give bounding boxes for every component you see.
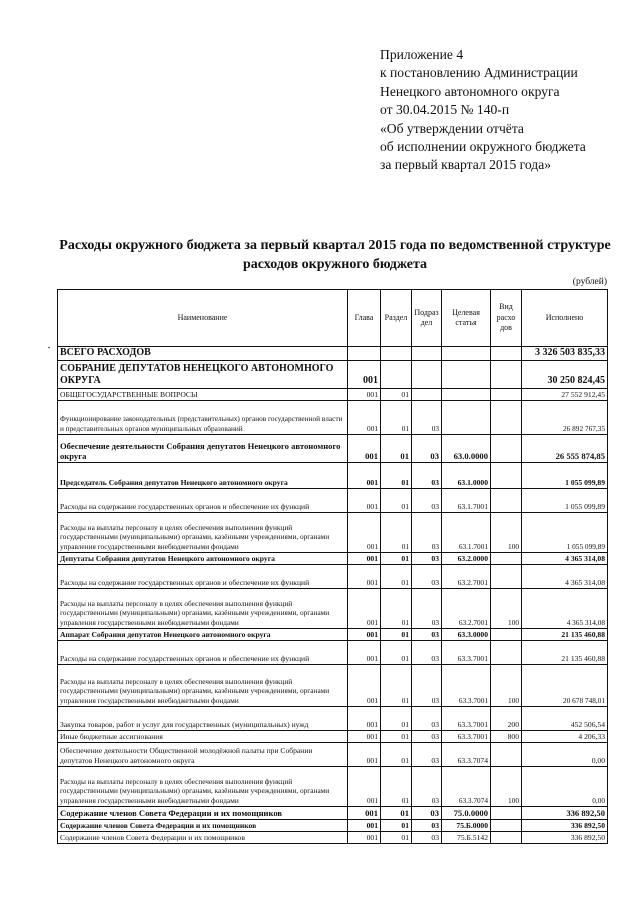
- cell-celevaya: 63.2.0000: [442, 552, 491, 564]
- cell-glava: 001: [348, 552, 381, 564]
- cell-podrazdel: 03: [412, 462, 442, 488]
- cell-celevaya: [442, 388, 491, 400]
- cell-name: Расходы на выплаты персоналу в целях обеспечения выполнения функций государственными (муниципальными) органами, казёнными учреждениями, органами управления государственными внебюджетными фондами: [58, 766, 348, 806]
- table-row: [58, 347, 608, 361]
- cell-glava: 001: [348, 628, 381, 640]
- cell-vid: [491, 488, 522, 512]
- cell-ispolneno: 336 892,50: [522, 806, 608, 819]
- cell-vid: 100: [491, 512, 522, 552]
- cell-vid: [491, 462, 522, 488]
- scan-artifact: [48, 347, 50, 348]
- title-line-2: расходов окружного бюджета: [242, 257, 428, 272]
- cell-name: СОБРАНИЕ ДЕПУТАТОВ НЕНЕЦКОГО АВТОНОМНОГО ОКРУГА: [58, 360, 348, 388]
- cell-ispolneno: 0,00: [522, 766, 608, 806]
- cell-glava: 001: [348, 564, 381, 588]
- cell-ispolneno: 27 552 912,45: [522, 388, 608, 400]
- header-razdel: Раздел: [381, 290, 412, 347]
- cell-razdel: 01: [381, 640, 412, 664]
- table-row: [58, 462, 608, 488]
- cell-podrazdel: 03: [412, 766, 442, 806]
- cell-razdel: 01: [381, 488, 412, 512]
- table-header-row: [58, 290, 608, 347]
- cell-ispolneno: 1 055 099,89: [522, 462, 608, 488]
- cell-vid: [491, 628, 522, 640]
- cell-name: Депутаты Собрания депутатов Ненецкого автономного округа: [58, 552, 348, 564]
- budget-table: [57, 289, 608, 844]
- cell-vid: [491, 360, 522, 388]
- cell-ispolneno: 336 892,50: [522, 831, 608, 843]
- cell-name: Обеспечение деятельности Общественной молодёжной палаты при Собрании депутатов Ненецкого автономного округа: [58, 742, 348, 766]
- cell-glava: 001: [348, 806, 381, 819]
- title-line-1: Расходы окружного бюджета за первый квартал 2015 года по ведомственной структуре: [59, 238, 611, 253]
- cell-razdel: 01: [381, 588, 412, 628]
- cell-celevaya: 75.0.0000: [442, 806, 491, 819]
- cell-ispolneno: 0,00: [522, 742, 608, 766]
- cell-podrazdel: 03: [412, 806, 442, 819]
- cell-name: ОБЩЕГОСУДАРСТВЕННЫЕ ВОПРОСЫ: [58, 388, 348, 400]
- cell-podrazdel: 03: [412, 400, 442, 434]
- table-row: [58, 488, 608, 512]
- header-vid: Вид расхо дов: [491, 290, 522, 347]
- cell-ispolneno: 30 250 824,45: [522, 360, 608, 388]
- cell-name: ВСЕГО РАСХОДОВ: [58, 347, 348, 361]
- cell-celevaya: 63.3.7074: [442, 766, 491, 806]
- cell-name: Содержание членов Совета Федерации и их помощников: [58, 806, 348, 819]
- cell-vid: [491, 400, 522, 434]
- table-row: [58, 831, 608, 843]
- cell-celevaya: 63.3.0000: [442, 628, 491, 640]
- cell-name: Расходы на содержание государственных органов и обеспечение их функций: [58, 564, 348, 588]
- cell-name: Расходы на содержание государственных органов и обеспечение их функций: [58, 488, 348, 512]
- cell-celevaya: 63.0.0000: [442, 434, 491, 462]
- cell-podrazdel: 03: [412, 640, 442, 664]
- table-row: [58, 588, 608, 628]
- appendix-line: за первый квартал 2015 года»: [380, 157, 552, 173]
- cell-name: Аппарат Собрания депутатов Ненецкого автономного округа: [58, 628, 348, 640]
- cell-podrazdel: 03: [412, 831, 442, 843]
- cell-vid: [491, 434, 522, 462]
- cell-name: Закупка товаров, работ и услуг для государственных (муниципальных) нужд: [58, 706, 348, 730]
- cell-vid: [491, 806, 522, 819]
- cell-glava: 001: [348, 819, 381, 831]
- cell-name: Иные бюджетные ассигнования: [58, 730, 348, 742]
- cell-ispolneno: 1 055 099,89: [522, 488, 608, 512]
- cell-ispolneno: 3 326 503 835,33: [522, 347, 608, 361]
- cell-vid: 200: [491, 706, 522, 730]
- cell-ispolneno: 4 206,33: [522, 730, 608, 742]
- cell-glava: 001: [348, 706, 381, 730]
- table-row: [58, 552, 608, 564]
- cell-vid: 100: [491, 664, 522, 706]
- table-row: [58, 819, 608, 831]
- cell-podrazdel: 03: [412, 512, 442, 552]
- cell-podrazdel: [412, 388, 442, 400]
- cell-podrazdel: 03: [412, 664, 442, 706]
- cell-vid: [491, 640, 522, 664]
- cell-glava: [348, 347, 381, 361]
- cell-name: Обеспечение деятельности Собрания депутатов Ненецкого автономного округа: [58, 434, 348, 462]
- appendix-block: [380, 46, 586, 175]
- table-row: [58, 628, 608, 640]
- cell-glava: 001: [348, 831, 381, 843]
- header-podrazdel: Подраз дел: [412, 290, 442, 347]
- cell-ispolneno: 4 365 314,08: [522, 564, 608, 588]
- table-row: [58, 564, 608, 588]
- table-row: [58, 806, 608, 819]
- cell-ispolneno: 26 555 874,85: [522, 434, 608, 462]
- cell-celevaya: 63.3.7001: [442, 664, 491, 706]
- cell-glava: 001: [348, 640, 381, 664]
- appendix-line: от 30.04.2015 № 140-п: [380, 102, 510, 118]
- cell-celevaya: 63.1.0000: [442, 462, 491, 488]
- cell-razdel: 01: [381, 766, 412, 806]
- table-row: [58, 360, 608, 388]
- cell-glava: 001: [348, 742, 381, 766]
- cell-podrazdel: 03: [412, 552, 442, 564]
- cell-celevaya: [442, 360, 491, 388]
- cell-podrazdel: 03: [412, 742, 442, 766]
- cell-ispolneno: 336 892,50: [522, 819, 608, 831]
- cell-ispolneno: 26 892 767,35: [522, 400, 608, 434]
- cell-vid: [491, 819, 522, 831]
- table-row: [58, 388, 608, 400]
- cell-vid: 100: [491, 766, 522, 806]
- cell-razdel: 01: [381, 462, 412, 488]
- table-row: [58, 434, 608, 462]
- cell-name: Содержание членов Совета Федерации и их помощников: [58, 831, 348, 843]
- cell-celevaya: 75.Б.0000: [442, 819, 491, 831]
- cell-razdel: 01: [381, 388, 412, 400]
- cell-glava: 001: [348, 512, 381, 552]
- cell-glava: 001: [348, 588, 381, 628]
- cell-razdel: 01: [381, 730, 412, 742]
- table-row: [58, 400, 608, 434]
- cell-ispolneno: 21 135 460,88: [522, 640, 608, 664]
- cell-podrazdel: 03: [412, 730, 442, 742]
- cell-celevaya: 75.Б.5142: [442, 831, 491, 843]
- cell-celevaya: 63.3.7074: [442, 742, 491, 766]
- cell-celevaya: [442, 347, 491, 361]
- cell-razdel: 01: [381, 706, 412, 730]
- cell-podrazdel: 03: [412, 628, 442, 640]
- cell-razdel: 01: [381, 806, 412, 819]
- cell-ispolneno: 4 365 314,08: [522, 552, 608, 564]
- cell-podrazdel: [412, 360, 442, 388]
- cell-vid: [491, 831, 522, 843]
- cell-razdel: 01: [381, 564, 412, 588]
- cell-celevaya: 63.1.7001: [442, 488, 491, 512]
- cell-razdel: 01: [381, 742, 412, 766]
- cell-name: Содержание членов Совета Федерации и их помощников: [58, 819, 348, 831]
- cell-glava: 001: [348, 400, 381, 434]
- cell-vid: [491, 347, 522, 361]
- cell-name: Расходы на выплаты персоналу в целях обеспечения выполнения функций государственными (муниципальными) органами, казёнными учреждениями, органами управления государственными внебюджетными фондами: [58, 512, 348, 552]
- appendix-line: «Об утверждении отчёта: [380, 120, 524, 136]
- cell-ispolneno: 21 135 460,88: [522, 628, 608, 640]
- table-row: [58, 730, 608, 742]
- header-ispolneno: Исполнено: [522, 290, 608, 347]
- cell-razdel: [381, 347, 412, 361]
- table-row: [58, 706, 608, 730]
- cell-vid: [491, 564, 522, 588]
- cell-celevaya: 63.3.7001: [442, 730, 491, 742]
- cell-glava: 001: [348, 462, 381, 488]
- cell-razdel: 01: [381, 552, 412, 564]
- cell-celevaya: 63.1.7001: [442, 512, 491, 552]
- cell-vid: 800: [491, 730, 522, 742]
- cell-razdel: 01: [381, 434, 412, 462]
- header-glava: Глава: [348, 290, 381, 347]
- cell-name: Председатель Собрания депутатов Ненецкого автономного округа: [58, 462, 348, 488]
- document-title: [40, 236, 630, 274]
- cell-glava: 001: [348, 360, 381, 388]
- cell-glava: 001: [348, 766, 381, 806]
- cell-celevaya: 63.2.7001: [442, 588, 491, 628]
- header-celevaya: Целевая статья: [442, 290, 491, 347]
- cell-name: Расходы на содержание государственных органов и обеспечение их функций: [58, 640, 348, 664]
- cell-celevaya: 63.2.7001: [442, 564, 491, 588]
- cell-name: Расходы на выплаты персоналу в целях обеспечения выполнения функций государственными (муниципальными) органами, казёнными учреждениями, органами управления государственными внебюджетными фондами: [58, 588, 348, 628]
- cell-vid: [491, 388, 522, 400]
- cell-razdel: [381, 360, 412, 388]
- cell-razdel: 01: [381, 512, 412, 552]
- cell-vid: [491, 742, 522, 766]
- cell-podrazdel: 03: [412, 588, 442, 628]
- appendix-line: к постановлению Администрации: [380, 65, 578, 81]
- cell-vid: [491, 552, 522, 564]
- cell-podrazdel: 03: [412, 434, 442, 462]
- appendix-line: об исполнении окружного бюджета: [380, 139, 586, 155]
- cell-razdel: 01: [381, 628, 412, 640]
- cell-razdel: 01: [381, 819, 412, 831]
- cell-podrazdel: 03: [412, 706, 442, 730]
- cell-name: Расходы на выплаты персоналу в целях обеспечения выполнения функций государственными (муниципальными) органами, казёнными учреждениями, органами управления государственными внебюджетными фондами: [58, 664, 348, 706]
- cell-vid: 100: [491, 588, 522, 628]
- table-row: [58, 664, 608, 706]
- cell-celevaya: [442, 400, 491, 434]
- cell-ispolneno: 1 055 099,89: [522, 512, 608, 552]
- cell-glava: 001: [348, 730, 381, 742]
- appendix-line: Приложение 4: [380, 47, 464, 62]
- cell-razdel: 01: [381, 400, 412, 434]
- cell-glava: 001: [348, 664, 381, 706]
- units-label: (рублей): [572, 277, 607, 287]
- cell-podrazdel: 03: [412, 819, 442, 831]
- cell-glava: 001: [348, 488, 381, 512]
- appendix-line: Ненецкого автономного округа: [380, 83, 560, 99]
- table-row: [58, 640, 608, 664]
- cell-glava: 001: [348, 434, 381, 462]
- table-row: [58, 742, 608, 766]
- cell-ispolneno: 4 365 314,08: [522, 588, 608, 628]
- cell-podrazdel: 03: [412, 488, 442, 512]
- cell-celevaya: 63.3.7001: [442, 640, 491, 664]
- cell-razdel: 01: [381, 831, 412, 843]
- cell-celevaya: 63.3.7001: [442, 706, 491, 730]
- cell-ispolneno: 20 678 748,01: [522, 664, 608, 706]
- cell-ispolneno: 452 506,54: [522, 706, 608, 730]
- cell-glava: 001: [348, 388, 381, 400]
- cell-name: Функционирование законодательных (представительных) органов государственной власти и представительных органов муниципальных образований: [58, 400, 348, 434]
- header-name: Наименование: [58, 290, 348, 347]
- cell-razdel: 01: [381, 664, 412, 706]
- table-row: [58, 512, 608, 552]
- cell-podrazdel: 03: [412, 564, 442, 588]
- cell-podrazdel: [412, 347, 442, 361]
- table-row: [58, 766, 608, 806]
